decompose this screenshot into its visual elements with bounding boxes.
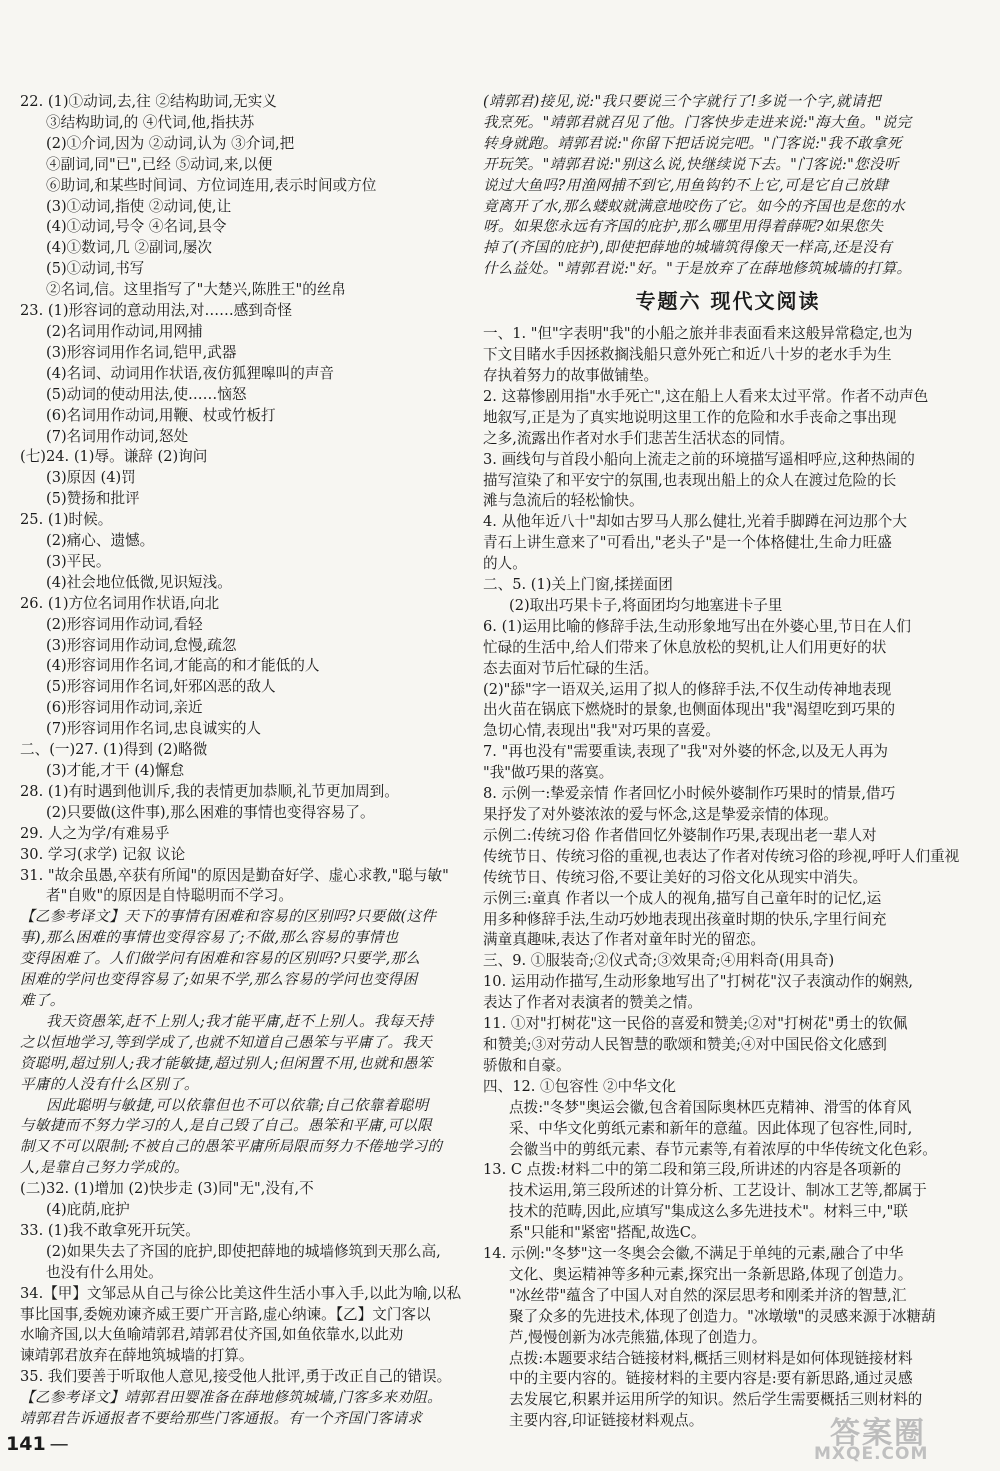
answer-line: 28. (1)有时遇到他训斥,我的表情更加恭顺,礼节更加周到。	[20, 782, 399, 800]
answer-line: 示例三:童真 作者以一个成人的视角,描写自己童年时的记忆,运	[483, 889, 882, 907]
answer-line: 竟离开了水,那么蝼蚁就满意地咬伤了它。如今的齐国也是您的水	[483, 197, 905, 215]
answer-line: 资聪明,超过别人;我才能敏捷,超过别人;但闲置不用,也就和愚笨	[20, 1054, 433, 1072]
answer-line: (7)名词用作动词,怒处	[46, 427, 189, 445]
answer-line: (靖郭君)接见,说:"我只要说三个字就行了!多说一个字,就请把	[483, 93, 881, 110]
answer-line: 与敏捷而不努力学习的人,是自己毁了自己。愚笨和平庸,可以限	[20, 1117, 433, 1135]
answer-line: 6. (1)运用比喻的修辞手法,生动形象地写出在外婆心里,节日在人们	[483, 617, 911, 635]
answer-line: 水喻齐国,以大鱼喻靖郭君,靖郭君仗齐国,如鱼依靠水,以此劝	[20, 1326, 404, 1344]
answer-line: (4)①数词,几 ②副词,屡次	[46, 239, 212, 257]
answer-line: 存执着努力的故事做铺垫。	[483, 366, 659, 384]
answer-line: 中的主要内容的。链接材料的主要内容是:要有新思路,通过灵感	[509, 1370, 913, 1388]
answer-line: (3)平民。	[46, 552, 111, 570]
answer-line: 聚了众多的先进技术,体现了创造力。"冰墩墩"的灵感来源于冰糖葫	[509, 1307, 936, 1325]
answer-line: 主要内容,印证链接材料观点。	[509, 1412, 704, 1430]
answer-line: 【乙参考译文】天下的事情有困难和容易的区别吗?只要做(这件	[20, 908, 437, 926]
left-column	[20, 92, 475, 1430]
answer-line: 描写渲染了和平安宁的氛围,也表现出船上的众人在渡过危险的长	[483, 471, 897, 489]
answer-line: 去发展它,积累并运用所学的知识。然后学生需要概括三则材料的	[509, 1391, 923, 1409]
answer-line: ⑥助词,和某些时间词、方位词连用,表示时间或方位	[46, 176, 377, 194]
answer-line: (3)原因 (4)罚	[46, 469, 136, 487]
answer-line: 3. 画线句与首段小船向上流走之前的环境描写遥相呼应,这种热闹的	[483, 450, 915, 468]
answer-line: 下文目睹水手因拯救搁浅船只意外死亡和近八十岁的老水手为生	[483, 346, 892, 364]
answer-line: (2)名词用作动词,用网捕	[46, 322, 203, 340]
answer-line: 事比国事,委婉劝谏齐威王要广开言路,虚心纳谏。【乙】文门客以	[20, 1305, 431, 1323]
answer-line: 13. C 点拨:材料二中的第二段和第三段,所讲述的内容是各项新的	[483, 1161, 902, 1179]
answer-line: 点拨:"冬梦"奥运会徽,包含着国际奥林匹克精神、滑雪的体育风	[509, 1098, 912, 1116]
answer-line: 8. 示例一:挚爱亲情 作者回忆小时候外婆制作巧果时的情景,借巧	[483, 785, 896, 803]
answer-line: ④副词,同"已",已经 ⑤动词,来,以便	[46, 155, 273, 173]
answer-line: 变得困难了。人们做学问有困难和容易的区别吗?只要学,那么	[20, 950, 421, 968]
answer-line: 【乙参考译文】靖郭君田婴准备在薛地修筑城墙,门客多来劝阻。	[20, 1389, 442, 1407]
watermark-url: MXQE.COM	[814, 1444, 929, 1464]
answer-line: 开玩笑。"靖郭君说:"别这么说,快继续说下去。"门客说:"您没听	[483, 155, 899, 173]
answer-line: 23. (1)形容词的意动用法,对……感到奇怪	[20, 302, 293, 320]
answer-line: 芦,慢慢创新为冰壳熊猫,体现了创造力。	[509, 1328, 767, 1346]
answer-line: 转身就跑。靖郭君说:"你留下把话说完吧。"门客说:"我不敢拿死	[483, 134, 902, 152]
answer-line: 14. 示例:"冬梦"这一冬奥会会徽,不满足于单纯的元素,融合了中华	[483, 1245, 904, 1263]
answer-line: 29. 人之为学/有难易乎	[20, 824, 170, 842]
answer-line: (5)赞扬和批评	[46, 490, 140, 508]
answer-line: (3)才能,才干 (4)懈怠	[46, 762, 185, 779]
answer-line: (4)庇荫,庇护	[46, 1201, 130, 1219]
answer-line: (6)名词用作动词,用鞭、杖或竹板打	[46, 406, 276, 424]
answer-line: 满童真趣味,表达了作者对童年时光的留恋。	[483, 931, 765, 949]
answer-line: (二)32. (1)增加 (2)快步走 (3)同"无",没有,不	[20, 1180, 314, 1198]
answer-line: 骄傲和自豪。	[483, 1056, 571, 1074]
answer-line: 示例二:传统习俗 作者借回忆外婆制作巧果,表现出老一辈人对	[483, 826, 877, 844]
answer-line: "我"做巧果的落寞。	[483, 764, 614, 782]
answer-line: 传统节日、传统习俗的重视,也表达了作者对传统习俗的珍视,呼吁人们重视	[483, 847, 960, 865]
watermark-logo	[802, 1408, 982, 1464]
answer-line: (2)取出巧果卡子,将面团均匀地塞进卡子里	[509, 596, 783, 614]
answer-line: 人,是靠自己努力学成的。	[20, 1159, 189, 1177]
answer-line: 什么益处。"靖郭君说:"好。"于是放弃了在薛地修筑城墙的打算。	[483, 260, 912, 278]
answer-line: 困难的学问也变得容易了;如果不学,那么容易的学问也变得困	[20, 971, 418, 989]
answer-line: 之多,流露出作者对水手们悲苦生活状态的同情。	[483, 429, 795, 447]
answer-line: (2)①介词,因为 ②动词,认为 ③介词,把	[46, 134, 295, 152]
answer-line: 难了。	[20, 991, 65, 1009]
answer-line: (2)如果失去了齐国的庇护,即使把薛地的城墙修筑到天那么高,	[46, 1242, 441, 1260]
answer-line: 四、12. ①包容性 ②中华文化	[483, 1077, 677, 1095]
section-title: 专题六 现代文阅读	[635, 289, 821, 314]
answer-line: (2)只要做(这件事),那么困难的事情也变得容易了。	[46, 803, 375, 821]
answer-line: 急切心情,表现出"我"对巧果的喜爱。	[483, 722, 720, 740]
answer-line: (5)形容词用作名词,奸邪凶恶的敌人	[46, 678, 276, 696]
answer-line: 说过大鱼吗?用渔网捕不到它,用鱼钩钓不上它,可是它自己放肆	[483, 176, 889, 194]
answer-line: (3)形容词用作名词,铠甲,武器	[46, 343, 237, 361]
answer-line: (5)①动词,书写	[46, 260, 145, 278]
answer-line: 4. 从他年近八十"却如古罗马人那么健壮,光着手脚蹲在河边那个大	[483, 513, 907, 531]
answer-line: 制又不可以限制;不被自己的愚笨平庸所局限而努力不倦地学习的	[20, 1138, 443, 1156]
answer-line: 文化、奥运精神等多种元素,探究出一条新思路,体现了创造力。	[509, 1265, 913, 1283]
answer-line: (4)形容词用作名词,才能高的和才能低的人	[46, 657, 320, 675]
answer-line: 26. (1)方位名词用作状语,向北	[20, 594, 220, 612]
answer-line: 11. ①对"打树花"这一民俗的喜爱和赞美;②对"打树花"勇士的钦佩	[483, 1015, 908, 1033]
page-number-dash: —	[49, 1433, 69, 1455]
answer-line: (七)24. (1)辱。谦辞 (2)询问	[20, 448, 208, 466]
page-number-value: 141	[6, 1433, 46, 1455]
answer-line: (2)"舔"字一语双关,运用了拟人的修辞手法,不仅生动传神地表现	[483, 680, 892, 698]
answer-line: 10. 运用动作描写,生动形象地写出了"打树花"汉子表演动作的娴熟,	[483, 973, 913, 991]
answer-line: 系"只能和"紧密"搭配,故选C。	[509, 1224, 706, 1242]
page-number	[6, 1433, 69, 1455]
answer-line: (4)①动词,号令 ④名词,县令	[46, 218, 227, 236]
answer-line: (4)社会地位低微,见识短浅。	[46, 573, 232, 591]
answer-line: ③结构助词,的 ④代词,他,指扶苏	[46, 113, 255, 131]
answer-line: 技术运用,第三段所述的计算分析、工艺设计、制冰工艺等,都属于	[509, 1182, 927, 1200]
answer-line: 传统节日、传统习俗,不要让美好的习俗文化从现实中消失。	[483, 868, 868, 886]
answer-line: 出火苗在锅底下燃烧时的景象,也侧面体现出"我"渴望吃到巧果的	[483, 701, 896, 719]
answer-line: 的人。	[483, 555, 527, 573]
answer-line: 2. 这幕惨剧用指"水手死亡",这在船上人看来太过平常。作者不动声色	[483, 387, 929, 405]
answer-line: 平庸的人没有什么区别了。	[20, 1075, 199, 1093]
answer-line: 之以恒地学习,等到学成了,也就不知道自己愚笨与平庸了。我天	[20, 1033, 433, 1051]
answer-line: 点拨:本题要求结合链接材料,概括三则材料是如何体现链接材料	[509, 1349, 913, 1367]
answer-line: 地叙写,正是为了真实地说明这里工作的危险和水手丧命之事出现	[483, 408, 897, 426]
answer-line: ②名词,信。这里指写了"大楚兴,陈胜王"的丝帛	[46, 281, 346, 299]
answer-line: 也没有什么用处。	[46, 1263, 163, 1281]
answer-line: 二、5. (1)关上门窗,揉搓面团	[483, 576, 673, 594]
answer-line: (6)形容词用作动词,亲近	[46, 699, 203, 717]
answer-line: 和赞美;③对劳动人民智慧的歌颂和赞美;④对中国民俗文化感到	[483, 1035, 887, 1053]
modern-reading-answers	[483, 324, 973, 1432]
answer-line: 我烹死。"靖郭君就召见了他。门客快步走进来说:"海大鱼。"说完	[483, 113, 912, 131]
answer-line: (4)名词、动词用作状语,夜仿狐狸嗥叫的声音	[46, 364, 335, 382]
answer-line: 态去面对节后忙碌的生活。	[483, 659, 659, 677]
answer-line: 因此聪明与敏捷,可以依靠但也不可以依靠;自己依靠着聪明	[46, 1096, 429, 1114]
answer-line: 忙碌的生活中,给人们带来了休息放松的契机,让人们用更好的状	[483, 638, 887, 656]
answer-line: (2)形容词用作动词,看轻	[46, 615, 203, 633]
watermark-text: 答案圈	[830, 1416, 926, 1451]
answer-line: (3)①动词,指使 ②动词,使,让	[46, 197, 232, 215]
answer-line: "冰丝带"蕴含了中国人对自然的深层思考和刚柔并济的智慧,汇	[509, 1286, 907, 1304]
answer-line: 者"自败"的原因是自恃聪明而不学习。	[46, 887, 293, 905]
right-column	[483, 92, 973, 1432]
answer-line: (3)形容词用作动词,怠慢,疏忽	[46, 636, 237, 654]
answer-line: 30. 学习(求学) 记叙 议论	[20, 845, 186, 863]
translation-continued	[483, 92, 973, 280]
answer-line: 一、1. "但"字表明"我"的小船之旅并非表面看来这般异常稳定,也为	[483, 325, 913, 343]
answer-line: (5)动词的使动用法,使……恼怒	[46, 385, 247, 403]
answer-line: (7)形容词用作名词,忠良诚实的人	[46, 720, 262, 738]
answer-line: 34.【甲】文邹忌从自己与徐公比美这件生活小事入手,以此为喻,以私	[20, 1284, 462, 1302]
answer-line: 滩与急流后的轻松愉快。	[483, 492, 644, 510]
answer-line: 二、(一)27. (1)得到 (2)略微	[20, 741, 208, 759]
answer-line: (2)痛心、遗憾。	[46, 532, 155, 550]
answer-line: 用多种修辞手法,生动巧妙地表现出孩童时期的快乐,字里行间充	[483, 910, 887, 928]
answer-line: 31. "故余虽愚,卒获有所闻"的原因是勤奋好学、虚心求教,"聪与敏"	[20, 866, 449, 884]
answer-line: 我天资愚笨,赶不上别人;我才能平庸,赶不上别人。我每天持	[46, 1012, 434, 1030]
answer-line: 25. (1)时候。	[20, 511, 113, 529]
answer-line: 表达了作者对表演者的赞美之情。	[483, 994, 702, 1012]
answer-line: 7. "再也没有"需要重读,表现了"我"对外婆的怀念,以及无人再为	[483, 743, 888, 761]
answer-line: 33. (1)我不敢拿死开玩笑。	[20, 1221, 200, 1239]
answer-line: 青石上讲生意来了"可看出,"老头子"是一个体格健壮,生命力旺盛	[483, 534, 892, 552]
answer-line: 谏靖郭君放弃在薛地筑城墙的打算。	[20, 1347, 254, 1365]
answer-line: 22. (1)①动词,去,往 ②结构助词,无实义	[20, 93, 277, 110]
answer-line: 会徽当中的剪纸元素、春节元素等,有着浓厚的中华传统文化色彩。	[509, 1140, 937, 1158]
answer-line: 果抒发了对外婆浓浓的爱与怀念,这是挚爱亲情的体现。	[483, 806, 838, 823]
answer-line: 采、中华文化剪纸元素和新年的意蕴。因此体现了包容性,同时,	[509, 1119, 913, 1137]
answer-line: 靖郭君告诉通报者不要给那些门客通报。有一个齐国门客请求	[20, 1410, 423, 1428]
answer-line: 技术的范畴,因此,应填写"集成这么多先进技术"。材料三中,"联	[509, 1203, 908, 1221]
answer-line: 掉了(齐国的庇护),即使把薛地的城墙筑得像天一样高,还是没有	[483, 239, 893, 257]
answer-line: 三、9. ①服装奇;②仪式奇;③效果奇;④用料奇(用具奇)	[483, 952, 835, 970]
answer-line: 事),那么困难的事情也变得容易了;不做,那么容易的事情也	[20, 929, 399, 947]
answer-line: 呀。如果您永远有齐国的庇护,那么哪里用得着薛呢?如果您失	[483, 218, 884, 236]
answer-line: 35. 我们要善于听取他人意见,接受他人批评,勇于改正自己的错误。	[20, 1368, 452, 1386]
